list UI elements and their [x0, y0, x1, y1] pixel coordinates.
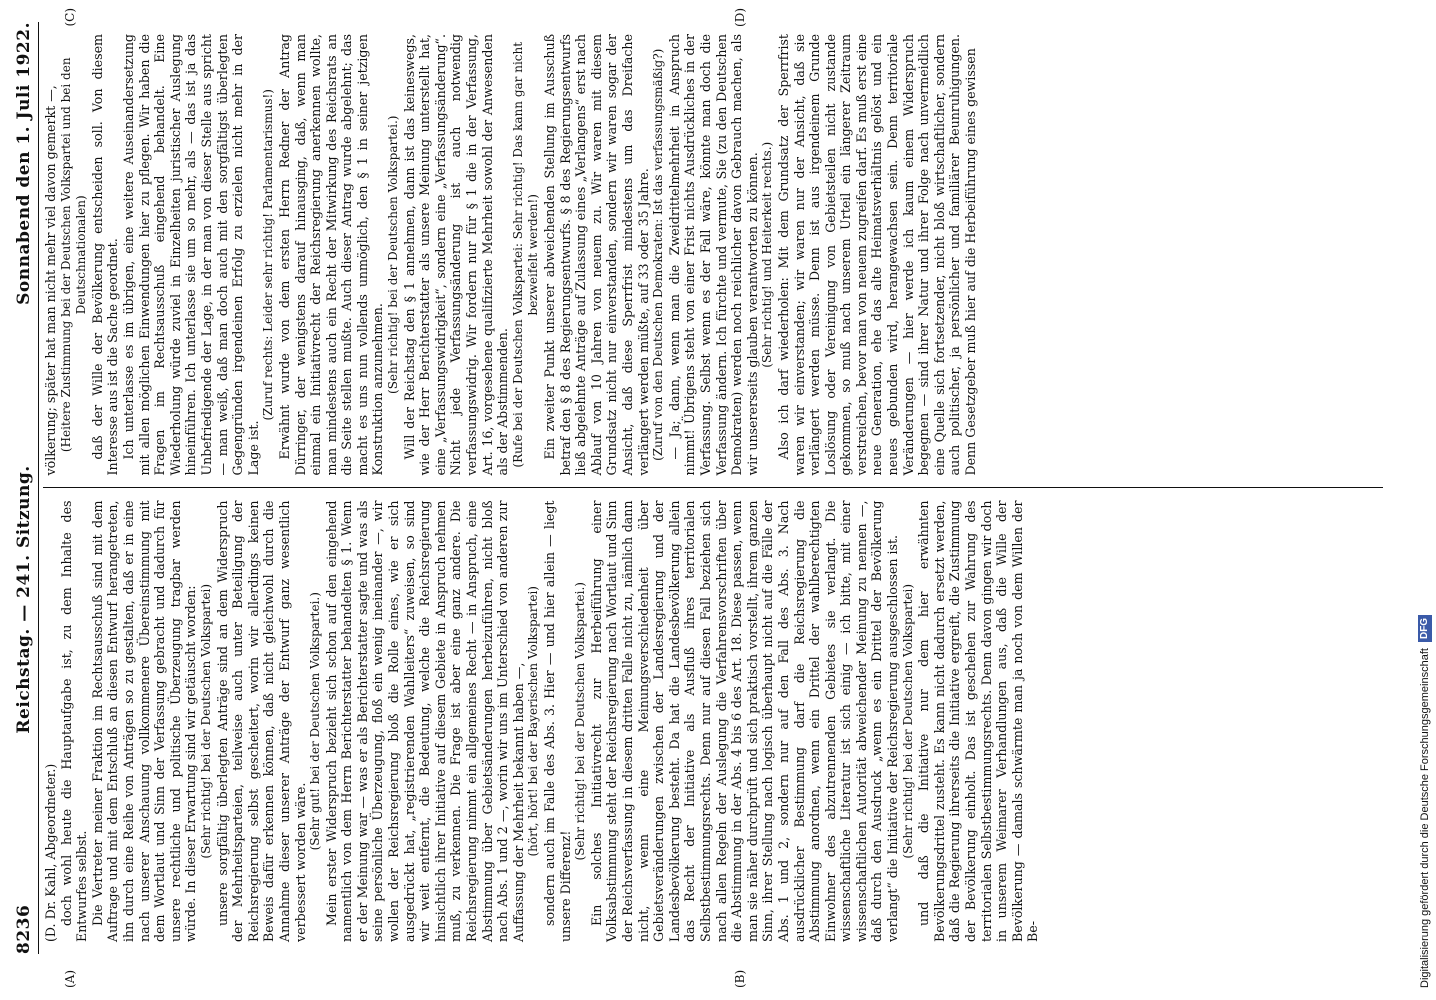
paragraph: Also ich darf wiederholen: Mit dem Grundsatz der Sperrfrist waren wir einverstanden; wir waren nur der Ansicht, daß sie verlängert werden müsse. Denn ist aus irgendeinem Grunde Loslösung oder Vereinigung von Gebietsteilen nicht zustande gekommen, so muß nach unserem Urteil ein längerer Zeitraum verstreichen, bevor man von neuem zugreifen darf. Es muß erst eine neue Generation, ehe das alte Heimatsverhältnis gelöst und ein neues gebunden wird, herangewachsen sein. Denn territoriale Veränderungen — hier werde ich kaum einem Widerspruch begegnen — sind ihrer Natur und ihrer Folge nach unvermeidlich eine Quelle sich fortsetzender, nicht bloß wirtschaftlicher, sondern auch politischer, ja persönlicher und familiärer Beunruhigungen. Denn Gesetzgeber muß hier auf die Herbeiführung eines gewissen	[775, 34, 979, 476]
margin-mark-b: (B)	[733, 969, 747, 988]
running-head: Reichstag. — 241. Sitzung.	[14, 465, 34, 734]
margin-mark-c: (C)	[63, 8, 77, 27]
paragraph: (Zuruf rechts: Leider sehr richtig! Parlamentarismus!)	[261, 89, 276, 421]
sidebar-credit	[1414, 0, 1436, 998]
paragraph: daß der Wille der Bevölkerung entscheiden soll. Von diesem Interesse aus ist die Sache geordnet.	[89, 34, 121, 476]
left-column	[43, 489, 1383, 988]
margin-mark-d: (D)	[733, 8, 747, 27]
sidebar-credit-text: Digitalisierung gefördert durch die Deutsche Forschungsgemeinschaft	[1419, 648, 1431, 988]
paragraph: (Sehr richtig! bei der Deutschen Volkspartei.)	[573, 582, 588, 861]
paragraph: Die Vertreter meiner Fraktion im Rechtsausschuß sind mit dem Auftrage und mit dem Entschluß an diesen Entwurf herangetreten, ihn durch eine Reihe von Anträgen so zu gestalten, daß er in eine nach unserer Anschauung vollkommenere Übereinstimmung mit dem Wortlaut und Sinn der Verfassung gebracht und dadurch für unsere rechtliche und politische Überzeugung tragbar werden würde. In dieser Erwartung sind wir getäuscht worden:	[89, 500, 199, 942]
paragraph: (D. Dr. Kahl, Abgeordneter.)	[43, 763, 58, 942]
paragraph: (Sehr richtig! bei der Deutschen Volkspartei.)	[386, 115, 401, 394]
paragraph: Erwähnt wurde von dem ersten Herrn Redner der Antrag Dürringer, der wenigstens darauf hinausging, daß, wenn man einmal ein Initiativrecht der Reichsregierung anerkennen wollte, man mindestens auch ein Recht der Mitwirkung des Reichsrats an die Seite stellen mußte. Auch dieser Antrag wurde abgelehnt; das macht es uns nun vollends unmöglich, den § 1 in seiner jetzigen Konstruktion anzunehmen.	[276, 34, 386, 476]
margin-mark-a: (A)	[63, 969, 77, 988]
paragraph: Will der Reichstag den § 1 annehmen, dann ist das keineswegs, wie der Herr Berichterstatter als unsere Meinung unterstellt hat, eine „Verfassungswidrigkeit“, sondern eine „Verfassungsänderung“. Nicht jede Verfassungsänderung ist auch notwendig verfassungswidrig. Wir fordern nur für § 1 die in der Verfassung, Art. 16, vorgesehene qualifizierte Mehrheit sowohl der Anwesenden als der Abstimmenden.	[401, 34, 511, 476]
paragraph: (Sehr gut! bei der Deutschen Volkspartei.)	[308, 592, 323, 851]
paragraph: (Sehr richtig! bei der Deutschen Volkspartei)	[900, 583, 915, 859]
paragraph: (Zuruf von den Deutschen Demokraten: Ist das verfassungsmäßig?)	[651, 48, 666, 461]
paragraph: Mein erster Widerspruch bezieht sich schon auf den eingehend namentlich von dem Herrn Berichterstatter behandelten § 1. Wenn er der Meinung war — was er als Berichterstatter sagte und was als seine persönliche Überzeugung, floß ein wenig ineinander —, wir wollen der Reichsregierung bloß die Rolle eines, wie er sich ausgedrückt hat, „registrierenden Wahlleiters“ zuweisen, so sind wir weit entfernt, die Bedeutung, welche die Reichsregierung hinsichtlich ihrer Initiative auf diesem Gebiete in Anspruch nehmen muß, zu verkennen. Die Frage ist aber eine ganz andere. Die Reichsregierung nimmt ein allgemeines Recht — in Anspruch, eine Abstimmung über Gebietsänderungen herbeizuführen, nicht bloß nach Abs. 1 und 2 —, worin wir uns im Unterschied von anderen zur Auffassung der Mehrheit bekannt haben —,	[323, 500, 526, 942]
document-page	[8, 4, 1404, 994]
paragraph: Ein zweiter Punkt unserer abweichenden Stellung im Ausschuß betraf den § 8 des Regierungsentwurfs. § 8 des Regierungsentwurfs ließ abgelehnte Anträge auf Zulassung eines „Verlangens“ erst nach Ablauf von 10 Jahren von neuem zu. Wir waren mit diesem Grundsatz nicht nur einverstanden, sondern wir waren sogar der Ansicht, daß diese Sperrfrist mindestens um das Dreifache verlängert werden müßte, auf 33 oder 35 Jahre.	[542, 34, 651, 476]
paragraph: (Sehr richtig! bei der Deutschen Volkspartei)	[198, 583, 213, 859]
paragraph: (hört, hört! bei der Bayerischen Volkspartei)	[526, 586, 541, 857]
paragraph: unsere sorgfältig überlegten Anträge sind an dem Widerspruch der Mehrheitsparteien, teilweise auch unter Beteiligung der Reichsregierung selbst gescheitert, worin wir allerdings keinen Beweis dafür erkennen können, daß nicht gleichwohl durch die Annahme dieser unserer Anträge der Entwurf ganz wesentlich verbessert worden wäre.	[214, 500, 308, 942]
paragraph: sondern auch im Falle des Abs. 3. Hier — und hier allein — liegt unsere Differenz!	[542, 500, 573, 942]
paragraph: (Rufe bei der Deutschen Volkspartei: Sehr richtig! Das kann gar nicht bezweifelt werden!)	[510, 41, 541, 468]
paragraph: Ich unterlasse es im übrigen, eine weitere Auseinandersetzung mit allen möglichen Einwendungen hier zu pflegen. Wir haben die Fragen im Rechtsausschuß eingehend behandelt. Eine Wiederholung würde zuviel in Einzelheiten juristischer Auslegung hineinführen. Ich unterlasse sie um so mehr, als — das ist ja das Unbefriedigende der Lage, in der man von dieser Stelle aus spricht — man weiß, daß man doch auch mit den sorgfältigst überlegten Gegengründen irgendeinen Erfolg zu erzielen nicht mehr in der Lage ist.	[120, 34, 261, 476]
right-column	[43, 8, 1383, 489]
text-columns	[43, 8, 1383, 988]
dfg-logo: DFG	[1418, 615, 1432, 642]
paragraph: (Sehr richtig! und Heiterkeit rechts.)	[760, 141, 775, 368]
page-number: 8236	[14, 904, 34, 954]
page-header	[12, 22, 39, 954]
paragraph: völkerung; später hat man nicht mehr viel davon gemerkt —,	[43, 85, 58, 476]
paragraph: (Heitere Zustimmung bei der Deutschen Volkspartei und bei den Deutschnationalen)	[58, 57, 89, 453]
paragraph: — Ja; dann, wenn man die Zweidrittelmehrheit in Anspruch nimmt! Übrigens steht von einer Frist nichts Ausdrückliches in der Verfassung. Selbst wenn es der Fall wäre, könnte man doch die Verfassung ändern. Ich fürchte und vermute, Sie (zu den Deutschen Demokraten) werden noch reichlicher davon Gebrauch machen, als wir unsererseits glauben verantworten zu können.	[666, 34, 760, 476]
paragraph: und daß die Initiative nur dem hier erwähnten Bevölkerungsdrittel zusteht. Es kann nicht dadurch ersetzt werden, daß die Regierung ihrerseits die Initiative ergreift, die Zustimmung der Bevölkerung einholt. Das ist geschehen zur Wahrung des territorialen Selbstbestimmungsrechts. Denn davon gingen wir doch in unserem Weimarer Verhandlungen aus, daß die Wille der Bevölkerung — damals schwärmte man ja noch von dem Willen der Be-	[916, 500, 1041, 942]
paragraph: doch wohl heute die Hauptaufgabe ist, zu dem Inhalte des Entwurfes selbst.	[58, 500, 90, 942]
digitization-sidebar	[1412, 0, 1434, 1000]
paragraph: Ein solches Initiativrecht zur Herbeiführung einer Volksabstimmung steht der Reichsregierung nach Wortlaut und Sinn der Reichsverfassung in diesem dritten Falle nicht zu, nämlich dann nicht, wenn eine Meinungsverschiedenheit über Gebietsveränderungen zwischen der Landesregierung und der Landesbevölkerung besteht. Da hat die Landesbevölkerung allein das Recht der Initiative als Ausfluß ihres territorialen Selbstbestimmungsrechts. Denn nur auf diesen Fall beziehen sich nach allen Regeln der Auslegung die Verfahrensvorschriften über die Abstimmung in der Abs. 4 bis 6 des Art. 18. Diese passen, wenn man sie näher durchprüft und sich praktisch vorstellt, ihrem ganzen Sinn, ihrer Stellung nach logisch überhaupt nicht auf die Fälle der Abs. 1 und 2, sondern nur auf den Fall des Abs. 3. Nach ausdrücklicher Bestimmung darf die Reichsregierung die Abstimmung anordnen, wenn ein Drittel der wahlberechtigten Einwohner des abzutrennenden Gebietes sie verlangt. Die wissenschaftliche Literatur ist sich einig — ich bitte, mit einer wissenschaftlichen Autorität abweichender Meinung zu nennen —, daß durch den Ausdruck „wenn es ein Drittel der Bevölkerung verlangt“ die Initiative der Reichsregierung ausgeschlossen ist.	[588, 500, 901, 942]
page-date: Sonnabend den 1. Juli 1922.	[14, 22, 34, 305]
